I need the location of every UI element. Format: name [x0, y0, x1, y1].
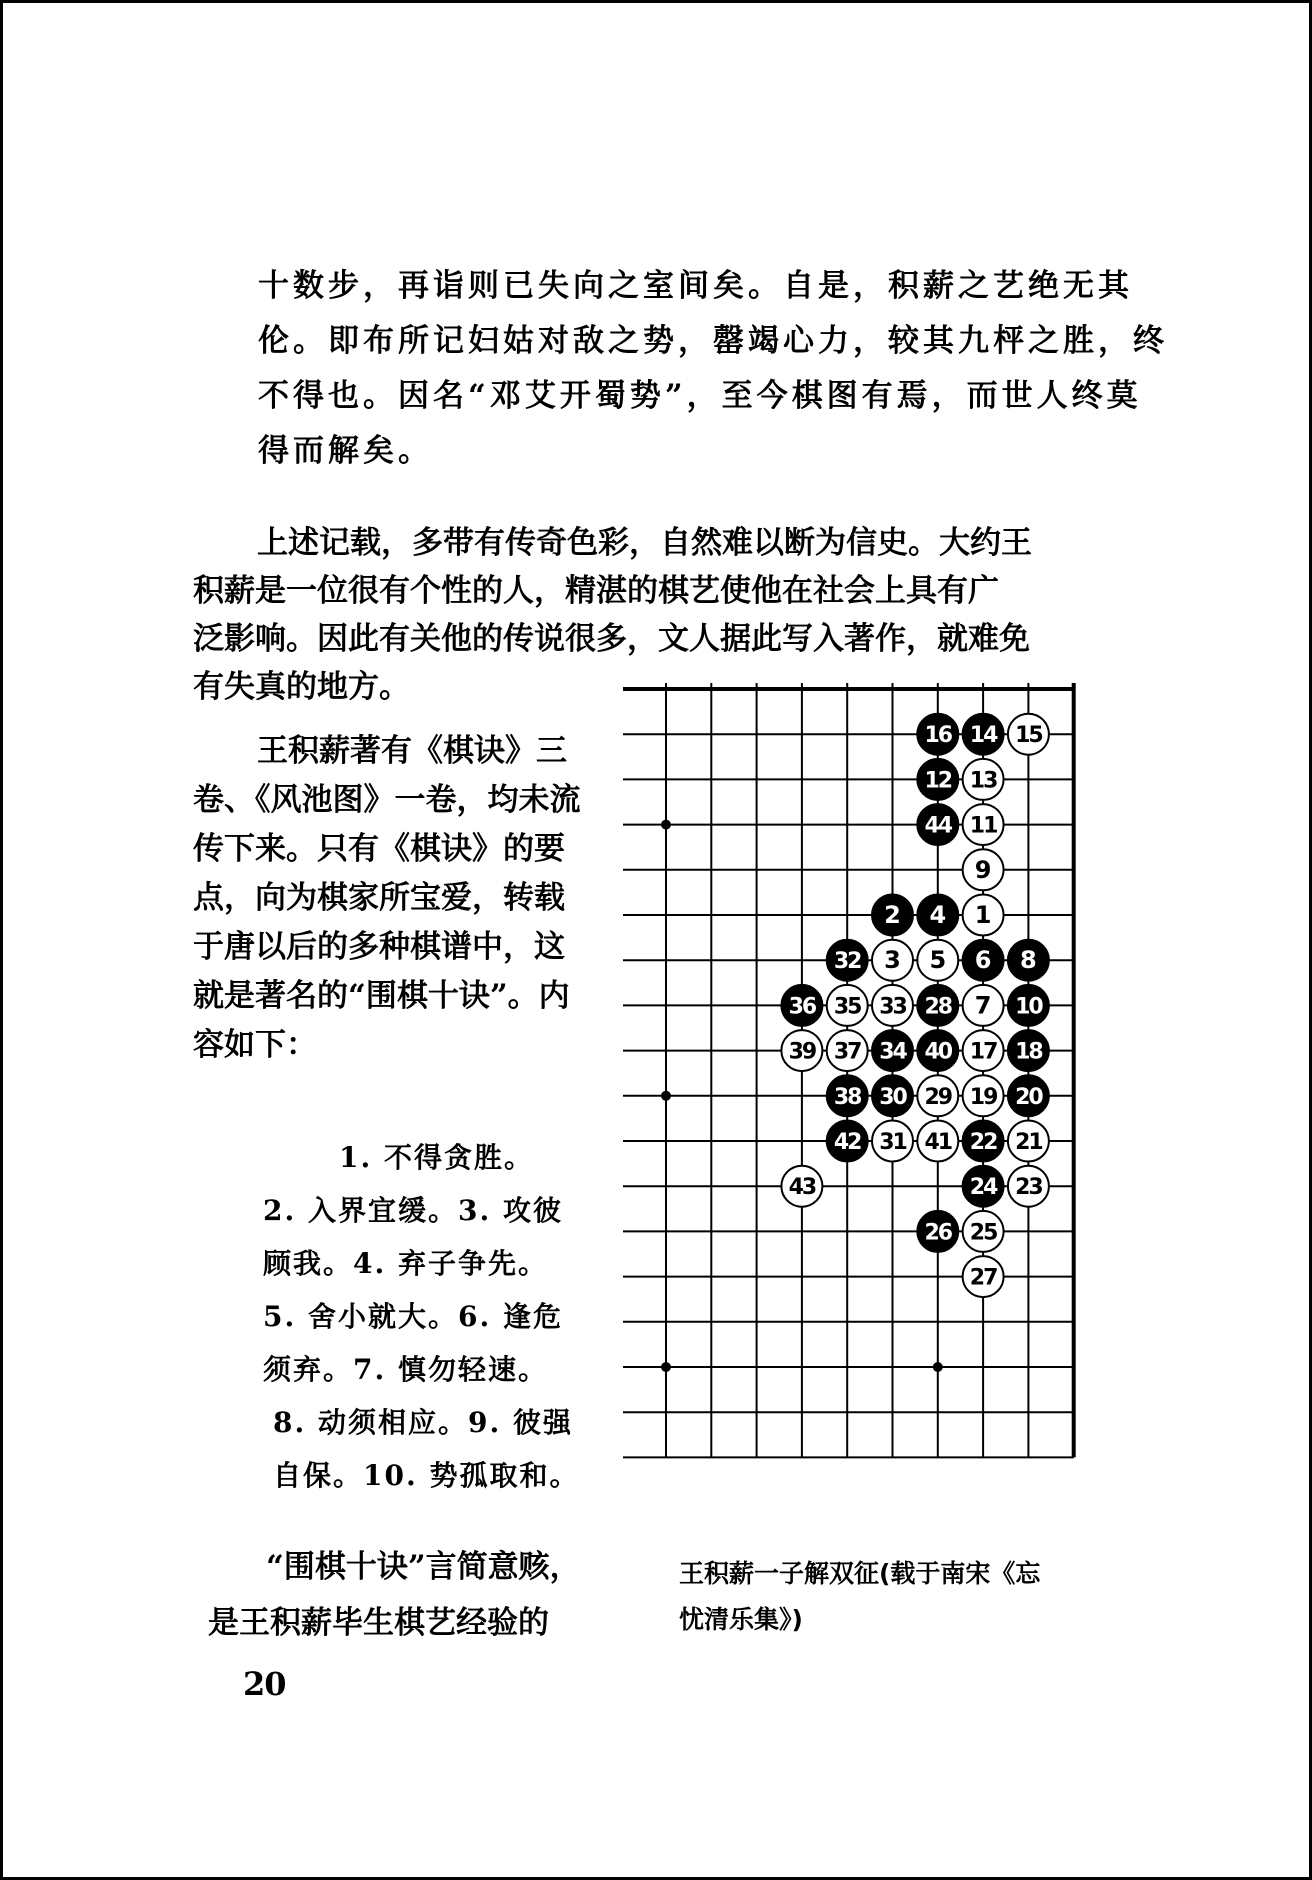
stone-19 — [963, 1075, 1004, 1116]
rules-line-4: 5. 舍小就大。6. 逢危 — [263, 1300, 563, 1333]
stone-number: 18 — [1015, 1039, 1042, 1065]
stone-number: 39 — [788, 1039, 816, 1065]
stone-16 — [917, 714, 958, 755]
stone-number: 23 — [1015, 1175, 1042, 1201]
stone-18 — [1008, 1030, 1049, 1071]
para2-line-7: 容如下： — [193, 1027, 317, 1063]
ten-rules-list — [263, 1131, 643, 1502]
para2-line-6: 就是著名的“围棋十诀”。内 — [193, 978, 570, 1014]
stone-number: 10 — [1015, 994, 1042, 1020]
stone-number: 26 — [924, 1220, 952, 1246]
para2-line-4: 点，向为棋家所宝爱，转载 — [193, 880, 565, 916]
stone-number: 1 — [974, 901, 992, 929]
stone-number: 29 — [924, 1084, 952, 1110]
stone-14 — [963, 714, 1004, 755]
stone-number: 3 — [884, 946, 901, 975]
stone-number: 6 — [974, 946, 992, 975]
stone-28 — [917, 985, 958, 1026]
stone-number: 24 — [969, 1175, 997, 1201]
rules-line-1: 1. 不得贪胜。 — [339, 1141, 534, 1174]
stone-number: 28 — [924, 994, 952, 1020]
stone-number: 42 — [833, 1130, 861, 1155]
page-number: 20 — [243, 1665, 286, 1703]
para2-line-1: 王积薪著有《棋诀》三 — [257, 733, 567, 769]
stone-number: 40 — [924, 1039, 952, 1065]
stone-36 — [781, 985, 822, 1026]
stone-number: 16 — [924, 723, 952, 749]
stone-number: 13 — [969, 768, 997, 794]
go-board-diagram — [623, 675, 1123, 1525]
quote-line-3: 不得也。因名“邓艾开蜀势”，至今棋图有焉，而世人终莫 — [258, 378, 1142, 414]
para1-line-4: 有失真的地方。 — [193, 669, 410, 705]
stone-17 — [963, 1030, 1004, 1071]
stone-11 — [963, 804, 1004, 845]
stone-43 — [781, 1166, 822, 1207]
stone-33 — [872, 985, 913, 1026]
star-point — [661, 820, 671, 830]
stone-40 — [917, 1030, 958, 1071]
quote-line-4: 得而解矣。 — [258, 433, 433, 469]
rules-line-2: 2. 入界宜缓。3. 攻彼 — [263, 1194, 563, 1227]
stone-6 — [963, 940, 1004, 981]
stone-number: 38 — [833, 1084, 861, 1110]
stone-23 — [1008, 1166, 1049, 1207]
rules-line-3: 顾我。4. 弃子争先。 — [263, 1247, 548, 1280]
stone-15 — [1008, 714, 1049, 755]
stone-39 — [781, 1030, 822, 1071]
stone-number: 8 — [1020, 946, 1037, 975]
stone-29 — [917, 1075, 958, 1116]
stone-24 — [963, 1166, 1004, 1207]
stone-13 — [963, 759, 1004, 800]
star-point — [661, 1091, 671, 1101]
stone-number: 19 — [969, 1084, 997, 1110]
stone-number: 2 — [884, 901, 901, 929]
stone-number: 21 — [1015, 1130, 1042, 1155]
stone-34 — [872, 1030, 913, 1071]
quote-line-1: 十数步，再诣则已失向之室间矣。自是，积薪之艺绝无其 — [258, 268, 1133, 304]
star-point — [661, 1362, 671, 1372]
stone-number: 5 — [929, 946, 947, 975]
stone-5 — [917, 940, 958, 981]
stone-26 — [917, 1211, 958, 1252]
stone-number: 41 — [924, 1130, 952, 1155]
stone-3 — [872, 940, 913, 981]
stone-number: 12 — [924, 768, 952, 794]
stone-38 — [827, 1075, 868, 1116]
rules-line-7: 自保。10. 势孤取和。 — [273, 1459, 580, 1492]
stone-9 — [963, 849, 1004, 890]
paragraph-qijue — [193, 727, 623, 1070]
stone-number: 20 — [1015, 1084, 1042, 1110]
stone-number: 36 — [788, 994, 816, 1020]
stone-21 — [1008, 1121, 1049, 1162]
stone-44 — [917, 804, 958, 845]
board-caption — [679, 1551, 1119, 1643]
stone-27 — [963, 1256, 1004, 1297]
stone-7 — [963, 985, 1004, 1026]
stone-31 — [872, 1121, 913, 1162]
para3-line-1: “围棋十诀”言简意赅， — [266, 1549, 581, 1585]
stone-number: 37 — [833, 1039, 861, 1065]
stone-number: 30 — [879, 1084, 906, 1110]
para2-line-3: 传下来。只有《棋诀》的要 — [193, 831, 565, 867]
stone-number: 9 — [974, 855, 992, 884]
stone-number: 4 — [929, 901, 947, 929]
rules-line-5: 须弃。7. 慎勿轻速。 — [263, 1353, 548, 1386]
para2-line-5: 于唐以后的多种棋谱中，这 — [193, 929, 565, 965]
stone-number: 25 — [969, 1220, 997, 1246]
stone-25 — [963, 1211, 1004, 1252]
stone-42 — [827, 1121, 868, 1162]
para1-line-3: 泛影响。因此有关他的传说很多，文人据此写入著作，就难免 — [193, 621, 1030, 657]
stone-number: 11 — [969, 813, 997, 839]
para1-line-2: 积薪是一位很有个性的人，精湛的棋艺使他在社会上具有广 — [193, 573, 999, 609]
caption-line-1: 王积薪一子解双征(载于南宋《忘 — [679, 1559, 1041, 1588]
stone-number: 33 — [879, 994, 906, 1020]
stone-number: 44 — [924, 813, 952, 839]
stone-number: 34 — [879, 1039, 906, 1065]
stone-10 — [1008, 985, 1049, 1026]
stone-number: 15 — [1015, 723, 1042, 749]
stone-number: 35 — [833, 994, 861, 1020]
stone-20 — [1008, 1075, 1049, 1116]
quoted-passage — [258, 259, 1168, 479]
para3-line-2: 是王积薪毕生棋艺经验的 — [208, 1605, 549, 1641]
stone-4 — [917, 895, 958, 936]
stone-1 — [963, 895, 1004, 936]
para2-line-2: 卷、《风池图》一卷，均未流 — [193, 782, 581, 818]
stone-35 — [827, 985, 868, 1026]
stone-number: 22 — [969, 1130, 997, 1155]
stone-32 — [827, 940, 868, 981]
stone-number: 27 — [969, 1265, 997, 1291]
rules-line-6: 8. 动须相应。9. 彼强 — [273, 1406, 573, 1439]
stone-number: 32 — [833, 949, 861, 975]
stone-8 — [1008, 940, 1049, 981]
paragraph-ten-rules-summary — [208, 1539, 648, 1651]
stone-22 — [963, 1121, 1004, 1162]
stone-number: 31 — [879, 1130, 906, 1155]
stone-30 — [872, 1075, 913, 1116]
star-point — [933, 1362, 943, 1372]
stone-number: 17 — [969, 1039, 997, 1065]
stone-37 — [827, 1030, 868, 1071]
stone-number: 7 — [974, 991, 992, 1020]
caption-line-2: 忧清乐集》) — [679, 1605, 803, 1634]
stone-number: 43 — [788, 1175, 816, 1201]
stone-number: 14 — [969, 723, 997, 749]
stone-41 — [917, 1121, 958, 1162]
para1-line-1: 上述记载，多带有传奇色彩，自然难以断为信史。大约王 — [257, 525, 1032, 561]
quote-line-2: 伦。即布所记妇姑对敌之势，罄竭心力，较其九枰之胜，终 — [258, 323, 1168, 359]
stone-12 — [917, 759, 958, 800]
stone-2 — [872, 895, 913, 936]
